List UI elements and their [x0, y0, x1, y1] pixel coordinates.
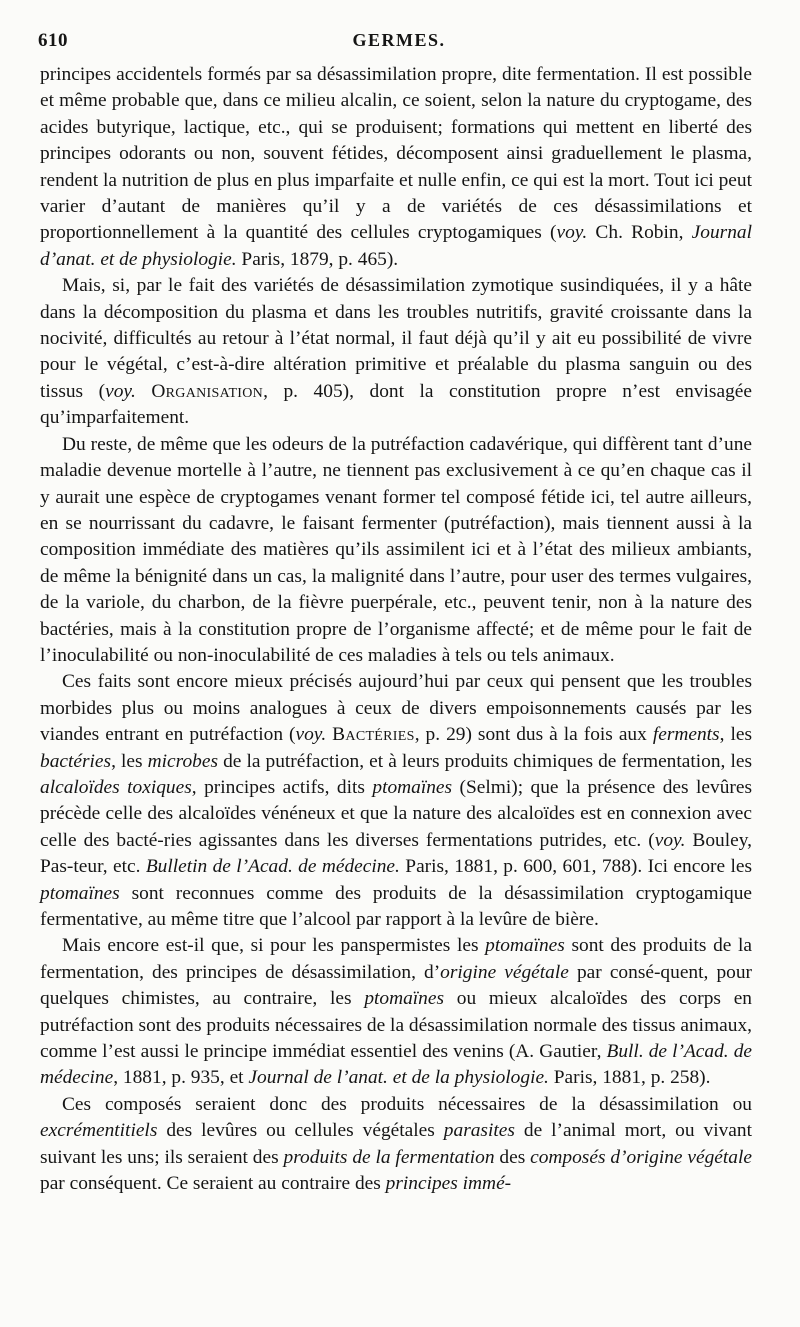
text-run: Mais encore est-il que, si pour les panspermistes les: [62, 935, 486, 957]
italic-text: composés d’origine végétale: [530, 1146, 752, 1168]
italic-text: voy.: [105, 380, 136, 402]
italic-text: excrémentitiels: [40, 1120, 158, 1142]
text-run: Ch. Robin,: [587, 222, 692, 244]
italic-text: Journal d’anat. et de physiologie.: [40, 222, 752, 270]
italic-text: voy.: [654, 829, 686, 851]
text-run: de la putréfaction, et à leurs produits chimiques de fermentation, les: [218, 750, 752, 772]
text-run: Ces composés seraient donc des produits nécessaires de la désassimilation ou: [62, 1093, 752, 1115]
text-run: des levûres ou cellules végétales: [157, 1120, 444, 1142]
text-run: sont reconnues comme des produits de la désassimilation cryptogamique fermentative, au même titre que l’alcool par rapport à la levûre de bière.: [40, 882, 752, 930]
text-run: principes accidentels formés par sa désassimilation propre, dite fermentation. Il est possible et même probable que, dans ce milieu alcalin, ce soient, selon la nature du cryptogame, des acides butyrique, lactique, etc., qui se produisent; formations qui mettent en liberté des principes odorants ou non, souvent fétides, décomposent ainsi graduellement le plasma, rendent la nutrition de plus en plus imparfaite et nulle enfin, ce qui est la mort. Tout ici peut varier d’autant de manières qu’il y a de variétés de ces désassimilations et proportionnellement à la quantité des cellules cryptogamiques (: [40, 64, 752, 244]
text-run: Du reste, de même que les odeurs de la putréfaction cadavérique, qui diffèrent tant d’une maladie devenue mortelle à l’autre, ne tiennent pas exclusivement à ce qu’en chaque cas il y aurait une espèce de cryptogames venant former tel composé fétide ici, tel autre ailleurs, en se nourrissant du cadavre, le faisant fermenter (putréfaction), mais tiennent aussi à la composition immédiate des matières qu’ils assimilent ici et à l’état des milieux ambiants, de même la bénignité dans un cas, la malignité dans l’autre, pour user des termes vulgaires, de la variole, du charbon, de la fièvre puerpérale, etc., peuvent tenir, non à la nature des bactéries, mais à la constitution propre de l’organisme affecté; et de même pour le fait de l’inoculabilité ou non-inoculabilité de ces maladies à tels ou tels animaux.: [40, 433, 752, 666]
italic-text: alcaloïdes toxiques: [40, 776, 192, 798]
italic-text: ptomaïnes: [364, 988, 445, 1010]
italic-text: ptomaïnes: [40, 882, 120, 904]
running-title: GERMES.: [352, 30, 446, 50]
text-run: Paris, 1879, p. 465).: [236, 248, 399, 270]
text-run: (Selmi); que la présence des levûres précède celle des alcaloïdes vénéneux et que la nature des alcaloïdes est en connexion avec celle des bacté-ries agissantes dans les diverses fermentations putrides, etc. (: [40, 776, 753, 851]
paragraph-2: [40, 273, 752, 431]
text-run: sont des produits de la fermentation, des principes de désassimilation, d’: [40, 935, 753, 983]
text-run: de l’animal mort, ou vivant suivant les uns; ils seraient des: [40, 1120, 752, 1168]
italic-text: Journal de l’anat. et de la physiologie.: [248, 1067, 549, 1089]
italic-text: produits de la fermentation: [283, 1146, 495, 1168]
text-run: par conséquent. Ce seraient au contraire des: [40, 1173, 386, 1195]
italic-text: ptomaïnes: [485, 935, 565, 957]
paragraph-1: [40, 62, 752, 273]
text-run: par consé-quent, pour quelques chimistes, au contraire, les: [40, 961, 752, 1010]
text-run: [136, 381, 152, 402]
text-run: Bouley, Pas-teur, etc.: [40, 829, 753, 878]
italic-text: origine végétale: [440, 961, 569, 983]
text-run: Paris, 1881, p. 258).: [548, 1067, 711, 1089]
text-run: , les: [719, 724, 752, 746]
page-number: 610: [38, 30, 68, 51]
paragraph-4: [40, 669, 752, 933]
text-run: Paris, 1881, p. 600, 601, 788). Ici encore les: [399, 856, 752, 878]
italic-text: ptomaïnes: [372, 776, 453, 798]
italic-text: principes immé-: [385, 1173, 512, 1195]
small-caps-text: Organisation: [151, 380, 264, 402]
small-caps-text: Bactéries: [332, 724, 415, 746]
text-run: ou mieux alcaloïdes des corps en putréfaction sont des produits nécessaires de la désassimilation normale des tissus animaux, comme l’est aussi le principe immédiat essentiel des venins (A. Gautier,: [40, 988, 752, 1063]
text-run: , 1881, p. 935, et: [113, 1067, 249, 1089]
body-text: [40, 62, 752, 1197]
text-run: Mais, si, par le fait des variétés de désassimilation zymotique susindiquées, il y a hâte dans la décomposition du plasma et dans les troubles nutritifs, gravité croissante dans la nocivité, difficultés au retour à l’état normal, il faut déjà qu’il y ait eu possibilité de vivre pour le végétal, c’est-à-dire altération primitive et préalable du plasma sanguin ou des tissus (: [40, 275, 752, 402]
text-run: Ces faits sont encore mieux précisés aujourd’hui par ceux qui pensent que les troubles morbides plus ou moins analogues à ceux de divers empoisonnements causés par les viandes entrant en putréfaction (: [40, 671, 752, 746]
text-run: , p. 405), dont la constitution propre n’est envisagée qu’imparfaitement.: [40, 380, 752, 429]
italic-text: parasites: [443, 1120, 515, 1142]
paragraph-3: [40, 432, 752, 670]
paragraph-5: [40, 933, 752, 1091]
italic-text: Bull. de l’Acad. de médecine: [40, 1041, 752, 1089]
text-run: , les: [111, 750, 148, 772]
italic-text: Bulletin de l’Acad. de médecine.: [145, 856, 400, 878]
italic-text: voy.: [295, 724, 327, 746]
italic-text: bactéries: [40, 750, 112, 772]
text-run: , principes actifs, dits: [191, 776, 373, 798]
italic-text: ferments: [652, 724, 720, 746]
italic-text: microbes: [147, 750, 218, 772]
text-run: des: [494, 1146, 531, 1168]
italic-text: voy.: [556, 222, 588, 244]
text-run: , p. 29) sont dus à la fois aux: [414, 724, 653, 746]
running-head: [38, 30, 760, 58]
paragraph-6: [40, 1092, 752, 1198]
